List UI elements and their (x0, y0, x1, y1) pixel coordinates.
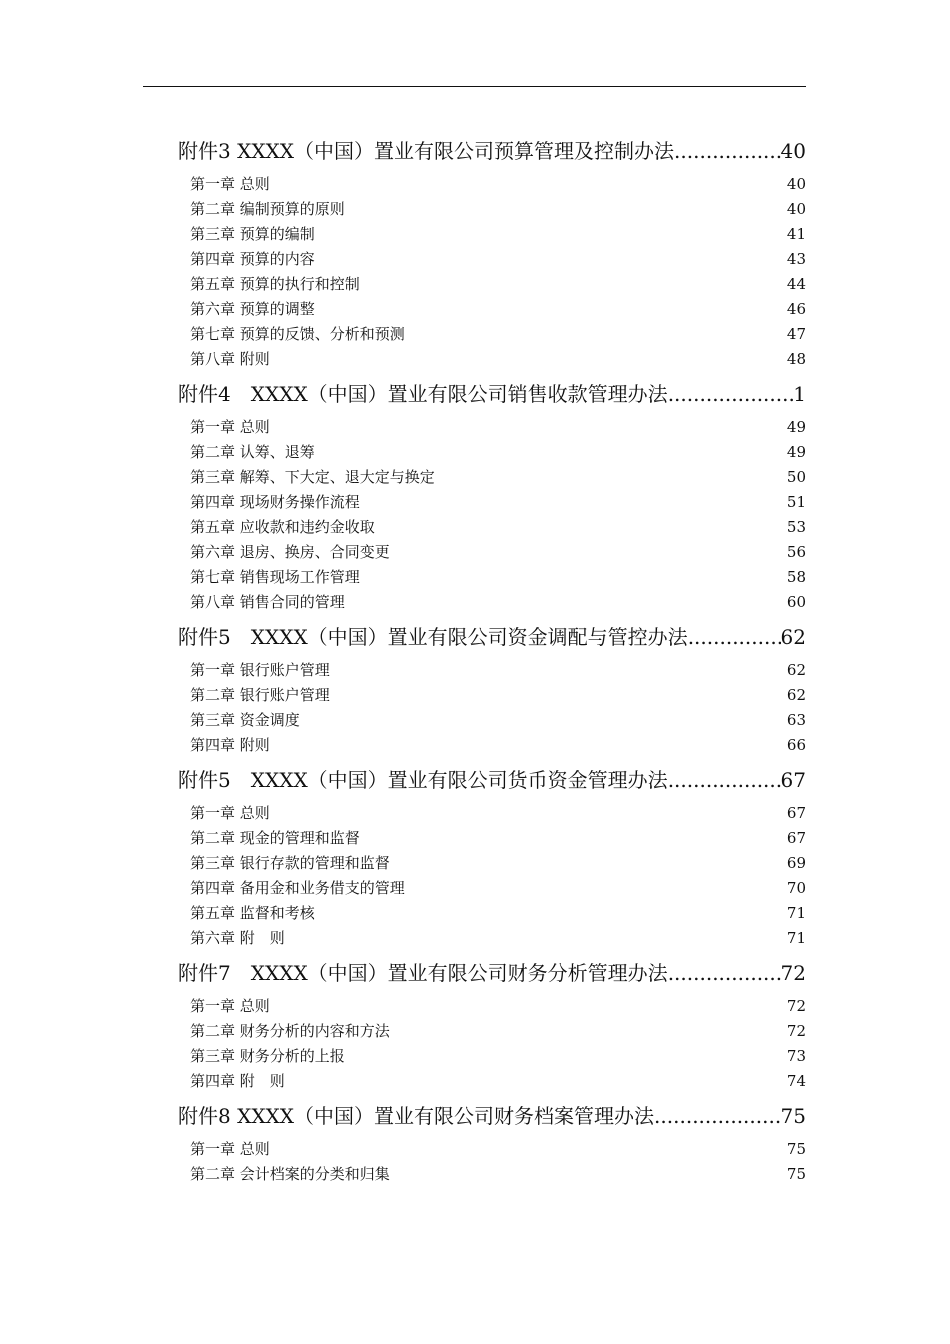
chapter-page-number: 72 (786, 1022, 806, 1040)
section-title: 附件5 XXXX（中国）置业有限公司货币资金管理办法 (178, 768, 668, 792)
toc-chapter-entry[interactable] (178, 658, 806, 683)
chapter-page-number: 71 (786, 904, 806, 922)
chapter-title: 第四章 附 则 (190, 1072, 285, 1090)
toc-section (178, 1098, 806, 1187)
chapter-title: 第二章 银行账户管理 (190, 686, 330, 704)
chapter-title: 第三章 银行存款的管理和监督 (190, 854, 390, 872)
chapter-title: 第二章 会计档案的分类和归集 (190, 1165, 390, 1183)
chapter-page-number: 49 (786, 418, 806, 436)
dot-leader (668, 762, 781, 798)
dot-leader (674, 133, 781, 169)
toc-chapter-entry[interactable] (178, 515, 806, 540)
chapter-title: 第四章 现场财务操作流程 (190, 493, 360, 511)
chapter-title: 第三章 资金调度 (190, 711, 300, 729)
toc-chapter-entry[interactable] (178, 415, 806, 440)
chapter-title: 第一章 银行账户管理 (190, 661, 330, 679)
chapter-page-number: 44 (786, 275, 806, 293)
chapter-title: 第一章 总则 (190, 1140, 270, 1158)
toc-section (178, 376, 806, 615)
section-title: 附件8 XXXX（中国）置业有限公司财务档案管理办法 (178, 1104, 655, 1128)
toc-chapter-entry[interactable] (178, 247, 806, 272)
toc-chapter-entry[interactable] (178, 901, 806, 926)
chapter-page-number: 41 (786, 225, 806, 243)
section-title: 附件3 XXXX（中国）置业有限公司预算管理及控制办法 (178, 139, 675, 163)
toc-chapter-entry[interactable] (178, 590, 806, 615)
dot-leader (668, 376, 794, 412)
chapter-title: 第一章 总则 (190, 804, 270, 822)
chapter-page-number: 40 (786, 200, 806, 218)
toc-section (178, 619, 806, 758)
dot-leader (654, 1098, 781, 1134)
chapter-title: 第一章 总则 (190, 175, 270, 193)
toc-chapter-entry[interactable] (178, 1162, 806, 1187)
chapter-title: 第七章 销售现场工作管理 (190, 568, 360, 586)
section-title: 附件7 XXXX（中国）置业有限公司财务分析管理办法 (178, 961, 668, 985)
section-page-number: 1 (793, 382, 806, 406)
toc-chapter-entry[interactable] (178, 440, 806, 465)
toc-chapter-entry[interactable] (178, 347, 806, 372)
chapter-page-number: 47 (786, 325, 806, 343)
chapter-page-number: 46 (786, 300, 806, 318)
toc-chapter-entry[interactable] (178, 851, 806, 876)
toc-section (178, 133, 806, 372)
chapter-title: 第三章 预算的编制 (190, 225, 315, 243)
chapter-title: 第二章 编制预算的原则 (190, 200, 345, 218)
chapter-title: 第一章 总则 (190, 997, 270, 1015)
dot-leader (668, 955, 781, 991)
toc-chapter-entry[interactable] (178, 1019, 806, 1044)
chapter-page-number: 67 (786, 804, 806, 822)
chapter-page-number: 75 (786, 1165, 806, 1183)
toc-chapter-entry[interactable] (178, 172, 806, 197)
section-page-number: 67 (780, 768, 806, 792)
chapter-page-number: 67 (786, 829, 806, 847)
chapter-page-number: 70 (786, 879, 806, 897)
toc-section-heading[interactable] (178, 376, 806, 412)
chapter-page-number: 58 (786, 568, 806, 586)
toc-section-heading[interactable] (178, 133, 806, 169)
chapter-page-number: 62 (786, 661, 806, 679)
section-page-number: 62 (780, 625, 806, 649)
toc-chapter-entry[interactable] (178, 540, 806, 565)
toc-section-heading[interactable] (178, 762, 806, 798)
chapter-title: 第三章 财务分析的上报 (190, 1047, 345, 1065)
chapter-title: 第四章 预算的内容 (190, 250, 315, 268)
chapter-title: 第四章 备用金和业务借支的管理 (190, 879, 405, 897)
chapter-page-number: 43 (786, 250, 806, 268)
toc-chapter-entry[interactable] (178, 272, 806, 297)
toc-chapter-entry[interactable] (178, 465, 806, 490)
chapter-title: 第八章 附则 (190, 350, 270, 368)
toc-section-heading[interactable] (178, 619, 806, 655)
toc-chapter-entry[interactable] (178, 994, 806, 1019)
section-page-number: 72 (780, 961, 806, 985)
chapter-title: 第五章 应收款和违约金收取 (190, 518, 375, 536)
chapter-page-number: 51 (786, 493, 806, 511)
toc-chapter-entry[interactable] (178, 490, 806, 515)
toc-section (178, 762, 806, 951)
table-of-contents (178, 133, 806, 1187)
toc-chapter-entry[interactable] (178, 801, 806, 826)
chapter-page-number: 63 (786, 711, 806, 729)
chapter-page-number: 56 (786, 543, 806, 561)
chapter-page-number: 73 (786, 1047, 806, 1065)
toc-chapter-entry[interactable] (178, 876, 806, 901)
header-rule (143, 86, 806, 87)
chapter-page-number: 72 (786, 997, 806, 1015)
chapter-page-number: 50 (786, 468, 806, 486)
chapter-title: 第八章 销售合同的管理 (190, 593, 345, 611)
chapter-title: 第六章 附 则 (190, 929, 285, 947)
section-title: 附件4 XXXX（中国）置业有限公司销售收款管理办法 (178, 382, 668, 406)
toc-chapter-entry[interactable] (178, 565, 806, 590)
toc-chapter-entry[interactable] (178, 1044, 806, 1069)
toc-chapter-entry[interactable] (178, 297, 806, 322)
chapter-page-number: 69 (786, 854, 806, 872)
chapter-page-number: 71 (786, 929, 806, 947)
toc-chapter-entry[interactable] (178, 733, 806, 758)
section-page-number: 75 (780, 1104, 806, 1128)
toc-chapter-entry[interactable] (178, 683, 806, 708)
toc-chapter-entry[interactable] (178, 322, 806, 347)
toc-chapter-entry[interactable] (178, 197, 806, 222)
chapter-title: 第五章 预算的执行和控制 (190, 275, 360, 293)
chapter-page-number: 60 (786, 593, 806, 611)
chapter-page-number: 49 (786, 443, 806, 461)
chapter-page-number: 62 (786, 686, 806, 704)
chapter-title: 第六章 预算的调整 (190, 300, 315, 318)
section-title: 附件5 XXXX（中国）置业有限公司资金调配与管控办法 (178, 625, 688, 649)
section-page-number: 40 (780, 139, 806, 163)
toc-section (178, 955, 806, 1094)
toc-chapter-entry[interactable] (178, 1137, 806, 1162)
chapter-page-number: 53 (786, 518, 806, 536)
chapter-title: 第二章 现金的管理和监督 (190, 829, 360, 847)
chapter-page-number: 75 (786, 1140, 806, 1158)
chapter-page-number: 48 (786, 350, 806, 368)
toc-chapter-entry[interactable] (178, 1069, 806, 1094)
chapter-title: 第二章 认筹、退筹 (190, 443, 315, 461)
chapter-title: 第三章 解筹、下大定、退大定与换定 (190, 468, 435, 486)
toc-chapter-entry[interactable] (178, 826, 806, 851)
chapter-title: 第七章 预算的反馈、分析和预测 (190, 325, 405, 343)
chapter-title: 第一章 总则 (190, 418, 270, 436)
dot-leader (688, 619, 781, 655)
chapter-page-number: 74 (786, 1072, 806, 1090)
chapter-page-number: 66 (786, 736, 806, 754)
chapter-title: 第五章 监督和考核 (190, 904, 315, 922)
toc-chapter-entry[interactable] (178, 222, 806, 247)
chapter-title: 第二章 财务分析的内容和方法 (190, 1022, 390, 1040)
toc-chapter-entry[interactable] (178, 708, 806, 733)
toc-section-heading[interactable] (178, 955, 806, 991)
chapter-page-number: 40 (786, 175, 806, 193)
toc-chapter-entry[interactable] (178, 926, 806, 951)
toc-section-heading[interactable] (178, 1098, 806, 1134)
chapter-title: 第四章 附则 (190, 736, 270, 754)
chapter-title: 第六章 退房、换房、合同变更 (190, 543, 390, 561)
